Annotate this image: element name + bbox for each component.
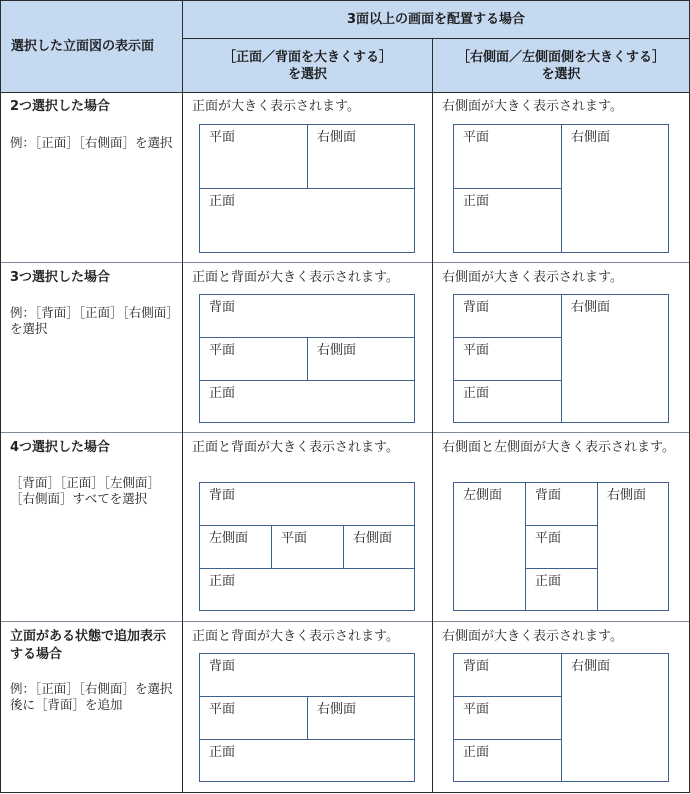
- row4-col2-label-2: 右側面: [571, 659, 611, 674]
- row2-col2-diagram: [453, 294, 669, 423]
- row-divider-3: [0, 621, 690, 622]
- row4-col1-diagram: [199, 653, 415, 782]
- row3-col1-label-5: 正面: [209, 574, 236, 589]
- row4-col1-caption: 正面と背面が大きく表示されます。: [192, 629, 399, 644]
- row3-col2-caption: 右側面と左側面が大きく表示されます。: [442, 440, 675, 455]
- row2-col1-label-4: 正面: [209, 386, 236, 401]
- row2-col2-label-3: 平面: [463, 343, 490, 358]
- header-col2-line1: ［右側面／左側面側を大きくする］: [456, 49, 665, 65]
- row1-col1-label-1: 平面: [209, 130, 236, 145]
- row1-description: 例：［正面］［右側面］を選択: [10, 135, 173, 150]
- row1-col1-label-3: 正面: [209, 194, 236, 209]
- row1-col2-label-2: 右側面: [571, 130, 611, 145]
- row1-col2-label-3: 正面: [463, 194, 490, 209]
- row2-description: 例：［背面］［正面］［右側面］を選択: [10, 305, 173, 336]
- row2-col2-label-4: 正面: [463, 386, 490, 401]
- row4-col2-label-4: 正面: [463, 745, 490, 760]
- table-border-left: [0, 0, 1, 793]
- row3-col1-caption: 正面と背面が大きく表示されます。: [192, 440, 399, 455]
- row4-col2-label-3: 平面: [463, 702, 490, 717]
- row3-col2-label-5: 正面: [535, 574, 562, 589]
- row3-col1-label-3: 平面: [281, 531, 308, 546]
- header-col1-line2: を選択: [287, 66, 327, 82]
- row3-col1-diagram: [199, 482, 415, 611]
- row2-col1-label-2: 平面: [209, 343, 236, 358]
- header-col2-cell: [433, 39, 689, 92]
- row3-col2-label-3: 右側面: [607, 488, 647, 503]
- row2-col2-caption: 右側面が大きく表示されます。: [442, 270, 623, 285]
- row4-col2-label-1: 背面: [463, 659, 490, 674]
- table-border-bottom: [0, 792, 690, 793]
- row4-title: 立面がある状態で追加表示する場合: [10, 629, 167, 662]
- row1-col1-caption: 正面が大きく表示されます。: [192, 99, 360, 114]
- header-divider: [183, 38, 690, 39]
- header-bottom-line: [0, 92, 690, 93]
- row4-col1-label-4: 正面: [209, 745, 236, 760]
- row3-description: ［背面］［正面］［左側面］［右側面］すべてを選択: [10, 475, 161, 506]
- header-col1-cell: [183, 39, 432, 92]
- row4-col1-label-3: 右側面: [317, 702, 357, 717]
- row4-col2-caption: 右側面が大きく表示されます。: [442, 629, 623, 644]
- row3-col2-label-4: 平面: [535, 531, 562, 546]
- row1-title: 2つ選択した場合: [10, 99, 111, 114]
- header-left-text: 選択した立面図の表示面: [11, 39, 155, 54]
- row3-title: 4つ選択した場合: [10, 440, 111, 455]
- table-border-top: [0, 0, 690, 1]
- column-divider-1: [182, 0, 183, 793]
- row2-title: 3つ選択した場合: [10, 270, 111, 285]
- row-divider-1: [0, 262, 690, 263]
- row3-col1-label-2: 左側面: [209, 531, 249, 546]
- row1-col2-caption: 右側面が大きく表示されます。: [442, 99, 623, 114]
- row1-col1-label-2: 右側面: [317, 130, 357, 145]
- column-divider-2: [432, 38, 433, 793]
- header-col2-line2: を選択: [541, 66, 581, 82]
- row4-col1-label-2: 平面: [209, 702, 236, 717]
- row-divider-2: [0, 432, 690, 433]
- row4-col1-label-1: 背面: [209, 659, 236, 674]
- header-left-cell: [1, 1, 182, 92]
- row2-col2-label-2: 右側面: [571, 300, 611, 315]
- row1-col2-label-1: 平面: [463, 130, 490, 145]
- row2-col1-diagram: [199, 294, 415, 423]
- row2-col1-caption: 正面と背面が大きく表示されます。: [192, 270, 399, 285]
- row4-col2-diagram: [453, 653, 669, 782]
- row2-col1-label-1: 背面: [209, 300, 236, 315]
- row2-col2-label-1: 背面: [463, 300, 490, 315]
- row3-col1-label-4: 右側面: [353, 531, 393, 546]
- row3-col2-diagram: [453, 482, 669, 611]
- row3-col1-label-1: 背面: [209, 488, 236, 503]
- row1-col2-diagram: [453, 124, 669, 253]
- row2-col1-label-3: 右側面: [317, 343, 357, 358]
- row3-col2-label-2: 背面: [535, 488, 562, 503]
- header-top-cell: [183, 1, 689, 38]
- row4-description: 例：［正面］［右側面］を選択後に［背面］を追加: [10, 681, 173, 712]
- header-col1-line1: ［正面／背面を大きくする］: [222, 49, 392, 65]
- header-top-text: 3面以上の画面を配置する場合: [346, 12, 526, 27]
- row3-col2-label-1: 左側面: [463, 488, 503, 503]
- row1-col1-diagram: [199, 124, 415, 253]
